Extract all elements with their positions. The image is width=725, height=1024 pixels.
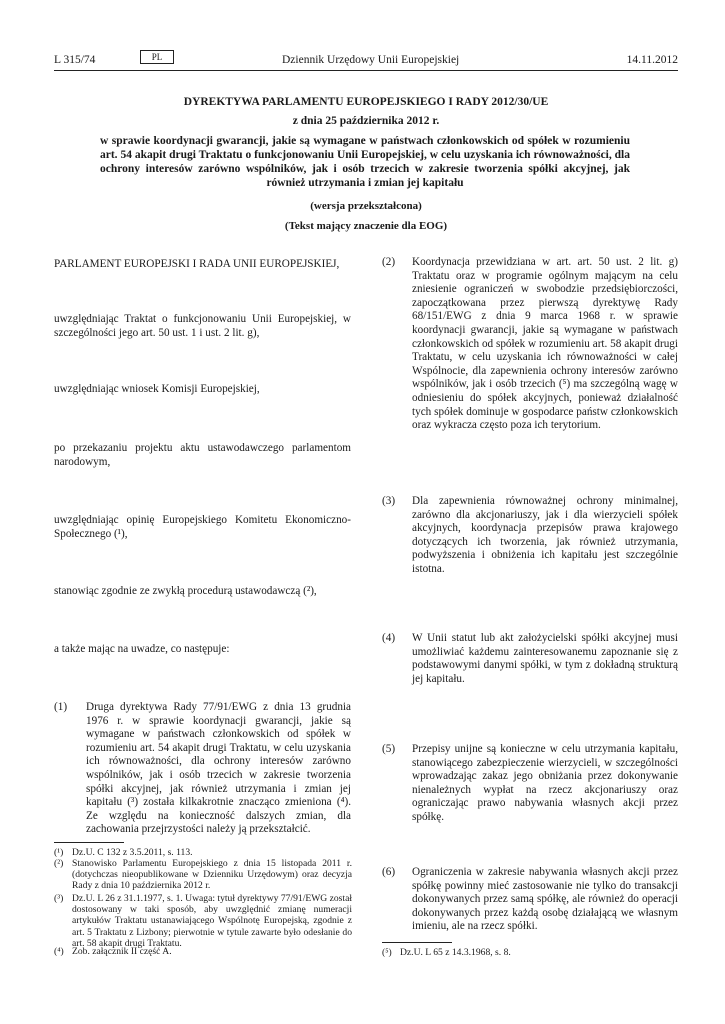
footnote-text: Stanowisko Parlamentu Europejskiego z dnia 15 listopada 2011 r. (dotychczas nieopublikowane w Dzienniku Urzędowym) oraz decyzja Rady z dnia 10 października 2012 r. bbox=[72, 858, 352, 892]
recital-text: Przepisy unijne są konieczne w celu utrzymania kapitału, stanowiącego zabezpieczenie wierzycieli, w szczególności wprowadzając zakaz jego obniżania przez dokonywanie nienależnych wypłat na rzecz akcjonariuszy oraz ograniczając prawo nabywania własnych akcji przez spółkę. bbox=[412, 743, 678, 823]
footnote-text: Dz.U. L 65 z 14.3.1968, s. 8. bbox=[400, 947, 511, 958]
preamble-parliament: PARLAMENT EUROPEJSKI I RADA UNII EUROPEJSKIEJ, bbox=[54, 258, 340, 270]
page-reference: L 315/74 bbox=[54, 54, 96, 66]
preamble-national-parliaments: po przekazaniu projektu aktu ustawodawczego parlamentom narodowym, bbox=[54, 442, 351, 468]
footnote-text: Dz.U. L 26 z 31.1.1977, s. 1. Uwaga: tytuł dyrektywy 77/91/EWG został dostosowany w taki sposób, aby uwzględnić zmianę numeracji artykułów Traktatu ustanawiającego Wspólnotę Europejską, zgodnie z art. 5 Traktatu z Lizbony; pierwotnie w tytule zawarte było odesłanie do art. 58 akapit drugi Traktatu. bbox=[72, 893, 352, 949]
language-badge: PL bbox=[140, 50, 174, 64]
recital-number: (3) bbox=[382, 495, 396, 507]
recital-text: Druga dyrektywa Rady 77/91/EWG z dnia 13 grudnia 1976 r. w sprawie koordynacji gwarancji, jakie są wymagane w państwach członkowskich od spółek w rozumieniu art. 54 akapit drugi Traktatu, w celu uzyskania ich równoważności, dla ochrony interesów zarówno wspólników, jak i osób trzecich w zakresie tworzenia spółki akcyjnej, jak również utrzymania i zmian jej kapitału (³) została kilkakrotnie znacząco zmieniona (⁴). Ze względu na konieczność dalszych zmian, dla zachowania przejrzystości należy ją przekształcić. bbox=[86, 701, 351, 836]
footnote-divider bbox=[382, 942, 452, 943]
preamble-procedure: stanowiąc zgodnie ze zwykłą procedurą ustawodawczą (²), bbox=[54, 585, 317, 597]
recital-number: (5) bbox=[382, 743, 396, 755]
footnote-number: (³) bbox=[54, 893, 64, 904]
preamble-committee-opinion: uwzględniając opinię Europejskiego Komitetu Ekonomiczno-Społecznego (¹), bbox=[54, 514, 351, 540]
recital-text: Koordynacja przewidziana w art. art. 50 ust. 2 lit. g) Traktatu oraz w programie ogólnym mającym na celu zniesienie ograniczeń w swobodzie przedsiębiorczości, zapoczątkowana przez pierwszą dyrektywę Rady 68/151/EWG z dnia 9 marca 1968 r. w sprawie koordynacji gwarancji, jakie są wymagane w państwach członkowskich od spółek w rozumieniu art. 58 akapit drugi Traktatu, w celu uzyskania ich równoważności w całej Wspólnocie, dla zapewnienia ochrony interesów zarówno wspólników, jak i osób trzecich (⁵) ma szczególną wagę w odniesieniu do spółek akcyjnych, ponieważ działalność tych spółek dominuje w gospodarce państw członkowskich oraz wykracza często poza ich terytorium. bbox=[412, 256, 678, 432]
recital-number: (1) bbox=[54, 701, 68, 713]
footnote-divider bbox=[54, 842, 124, 843]
recital-text: Ograniczenia w zakresie nabywania własnych akcji przez spółkę powinny mieć zastosowanie nie tylko do transakcji dokonywanych przez samą spółkę, ale również do operacji dokonywanych przez każdą osobę działającą we własnym imieniu, ale na rzecz spółki. bbox=[412, 866, 678, 933]
preamble-treaty: uwzględniając Traktat o funkcjonowaniu Unii Europejskiej, w szczególności jego art. 50 ust. 1 i ust. 2 lit. g), bbox=[54, 313, 351, 339]
footnote-text: Dz.U. C 132 z 3.5.2011, s. 113. bbox=[72, 847, 193, 858]
footnote-number: (¹) bbox=[54, 847, 64, 858]
eea-relevance-note: (Tekst mający znaczenie dla EOG) bbox=[284, 220, 448, 232]
publication-date: 14.11.2012 bbox=[626, 54, 678, 66]
directive-subject: w sprawie koordynacji gwarancji, jakie są wymagane w państwach członkowskich od spółek w rozumieniu art. 54 akapit drugi Traktatu o funkcjonowaniu Unii Europejskiej, w celu uzyskania ich równoważności, dla ochrony interesów zarówno wspólników, jak i osób trzecich w zakresie tworzenia spółki akcyjnej, jak również utrzymania i zmian jej kapitału bbox=[100, 135, 630, 189]
directive-date: z dnia 25 października 2012 r. bbox=[292, 115, 440, 127]
footnote-number: (²) bbox=[54, 858, 64, 869]
recital-number: (4) bbox=[382, 632, 396, 644]
footnote-text: Zob. załącznik II część A. bbox=[72, 946, 172, 957]
recast-note: (wersja przekształcona) bbox=[310, 200, 422, 212]
recital-text: W Unii statut lub akt założycielski spółki akcyjnej musi umożliwiać każdemu zainteresowanemu zapoznanie się z podstawowymi danymi spółki, w tym z dokładną strukturą jej kapitału. bbox=[412, 632, 678, 685]
preamble-commission: uwzględniając wniosek Komisji Europejskiej, bbox=[54, 383, 260, 395]
recital-number: (6) bbox=[382, 866, 396, 878]
directive-title: DYREKTYWA PARLAMENTU EUROPEJSKIEGO I RADY 2012/30/UE bbox=[183, 96, 549, 108]
footnote-number: (⁵) bbox=[382, 947, 392, 958]
journal-title: Dziennik Urzędowy Unii Europejskiej bbox=[282, 54, 460, 66]
preamble-whereas: a także mając na uwadze, co następuje: bbox=[54, 643, 230, 655]
footnote-number: (⁴) bbox=[54, 946, 64, 957]
header-divider bbox=[54, 70, 678, 71]
recital-text: Dla zapewnienia równoważnej ochrony minimalnej, zarówno dla akcjonariuszy, jak i dla wierzycieli spółek akcyjnych, koordynacja przepisów prawa krajowego dotyczących ich tworzenia, jak również utrzymania, podwyższenia i obniżenia ich kapitału jest szczególnie istotna. bbox=[412, 495, 678, 575]
recital-number: (2) bbox=[382, 256, 396, 268]
